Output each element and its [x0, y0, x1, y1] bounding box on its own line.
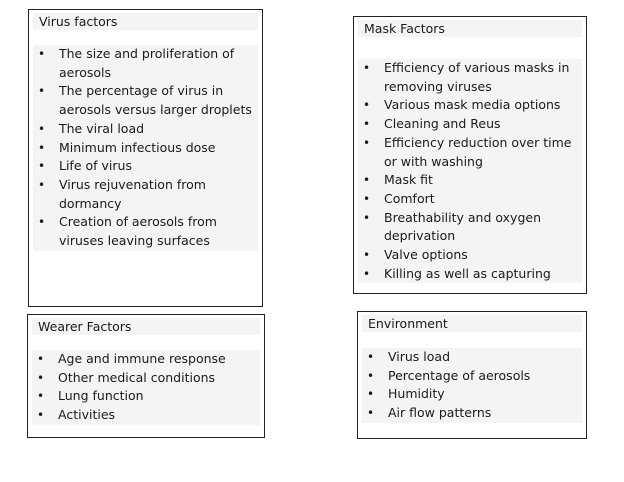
- wearer-factors-title: Wearer Factors: [32, 318, 260, 335]
- list-item: • Efficiency reduction over time or with washing: [358, 134, 582, 171]
- virus-factors-title: Virus factors: [33, 13, 258, 30]
- list-item: • Humidity: [362, 385, 582, 404]
- list-item: • Virus rejuvenation from dormancy: [33, 176, 258, 213]
- wearer-factors-list: [32, 350, 260, 425]
- wearer-factors-box: [27, 314, 265, 438]
- list-item: • Lung function: [32, 387, 260, 406]
- list-item: • Mask fit: [358, 171, 582, 190]
- list-item: • Breathability and oxygen deprivation: [358, 209, 582, 246]
- environment-list: [362, 348, 582, 423]
- mask-factors-list: [358, 59, 582, 283]
- mask-factors-title: Mask Factors: [358, 20, 582, 37]
- list-item: • Age and immune response: [32, 350, 260, 369]
- list-item: • Virus load: [362, 348, 582, 367]
- list-item: • Percentage of aerosols: [362, 367, 582, 386]
- list-item: • Creation of aerosols from viruses leaving surfaces: [33, 213, 258, 250]
- list-item: • Killing as well as capturing: [358, 265, 582, 284]
- list-item: • The size and proliferation of aerosols: [33, 45, 258, 82]
- list-item: • Efficiency of various masks in removing viruses: [358, 59, 582, 96]
- list-item: • Cleaning and Reus: [358, 115, 582, 134]
- mask-factors-box: [353, 16, 587, 294]
- list-item: • The percentage of virus in aerosols versus larger droplets: [33, 82, 258, 119]
- list-item: • Valve options: [358, 246, 582, 265]
- list-item: • Life of virus: [33, 157, 258, 176]
- virus-factors-box: [28, 9, 263, 307]
- environment-box: [357, 311, 587, 439]
- list-item: • Comfort: [358, 190, 582, 209]
- environment-title: Environment: [362, 315, 582, 332]
- list-item: • Minimum infectious dose: [33, 139, 258, 158]
- list-item: • Various mask media options: [358, 96, 582, 115]
- list-item: • The viral load: [33, 120, 258, 139]
- virus-factors-list: [33, 45, 258, 251]
- list-item: • Air flow patterns: [362, 404, 582, 423]
- list-item: • Other medical conditions: [32, 369, 260, 388]
- list-item: • Activities: [32, 406, 260, 425]
